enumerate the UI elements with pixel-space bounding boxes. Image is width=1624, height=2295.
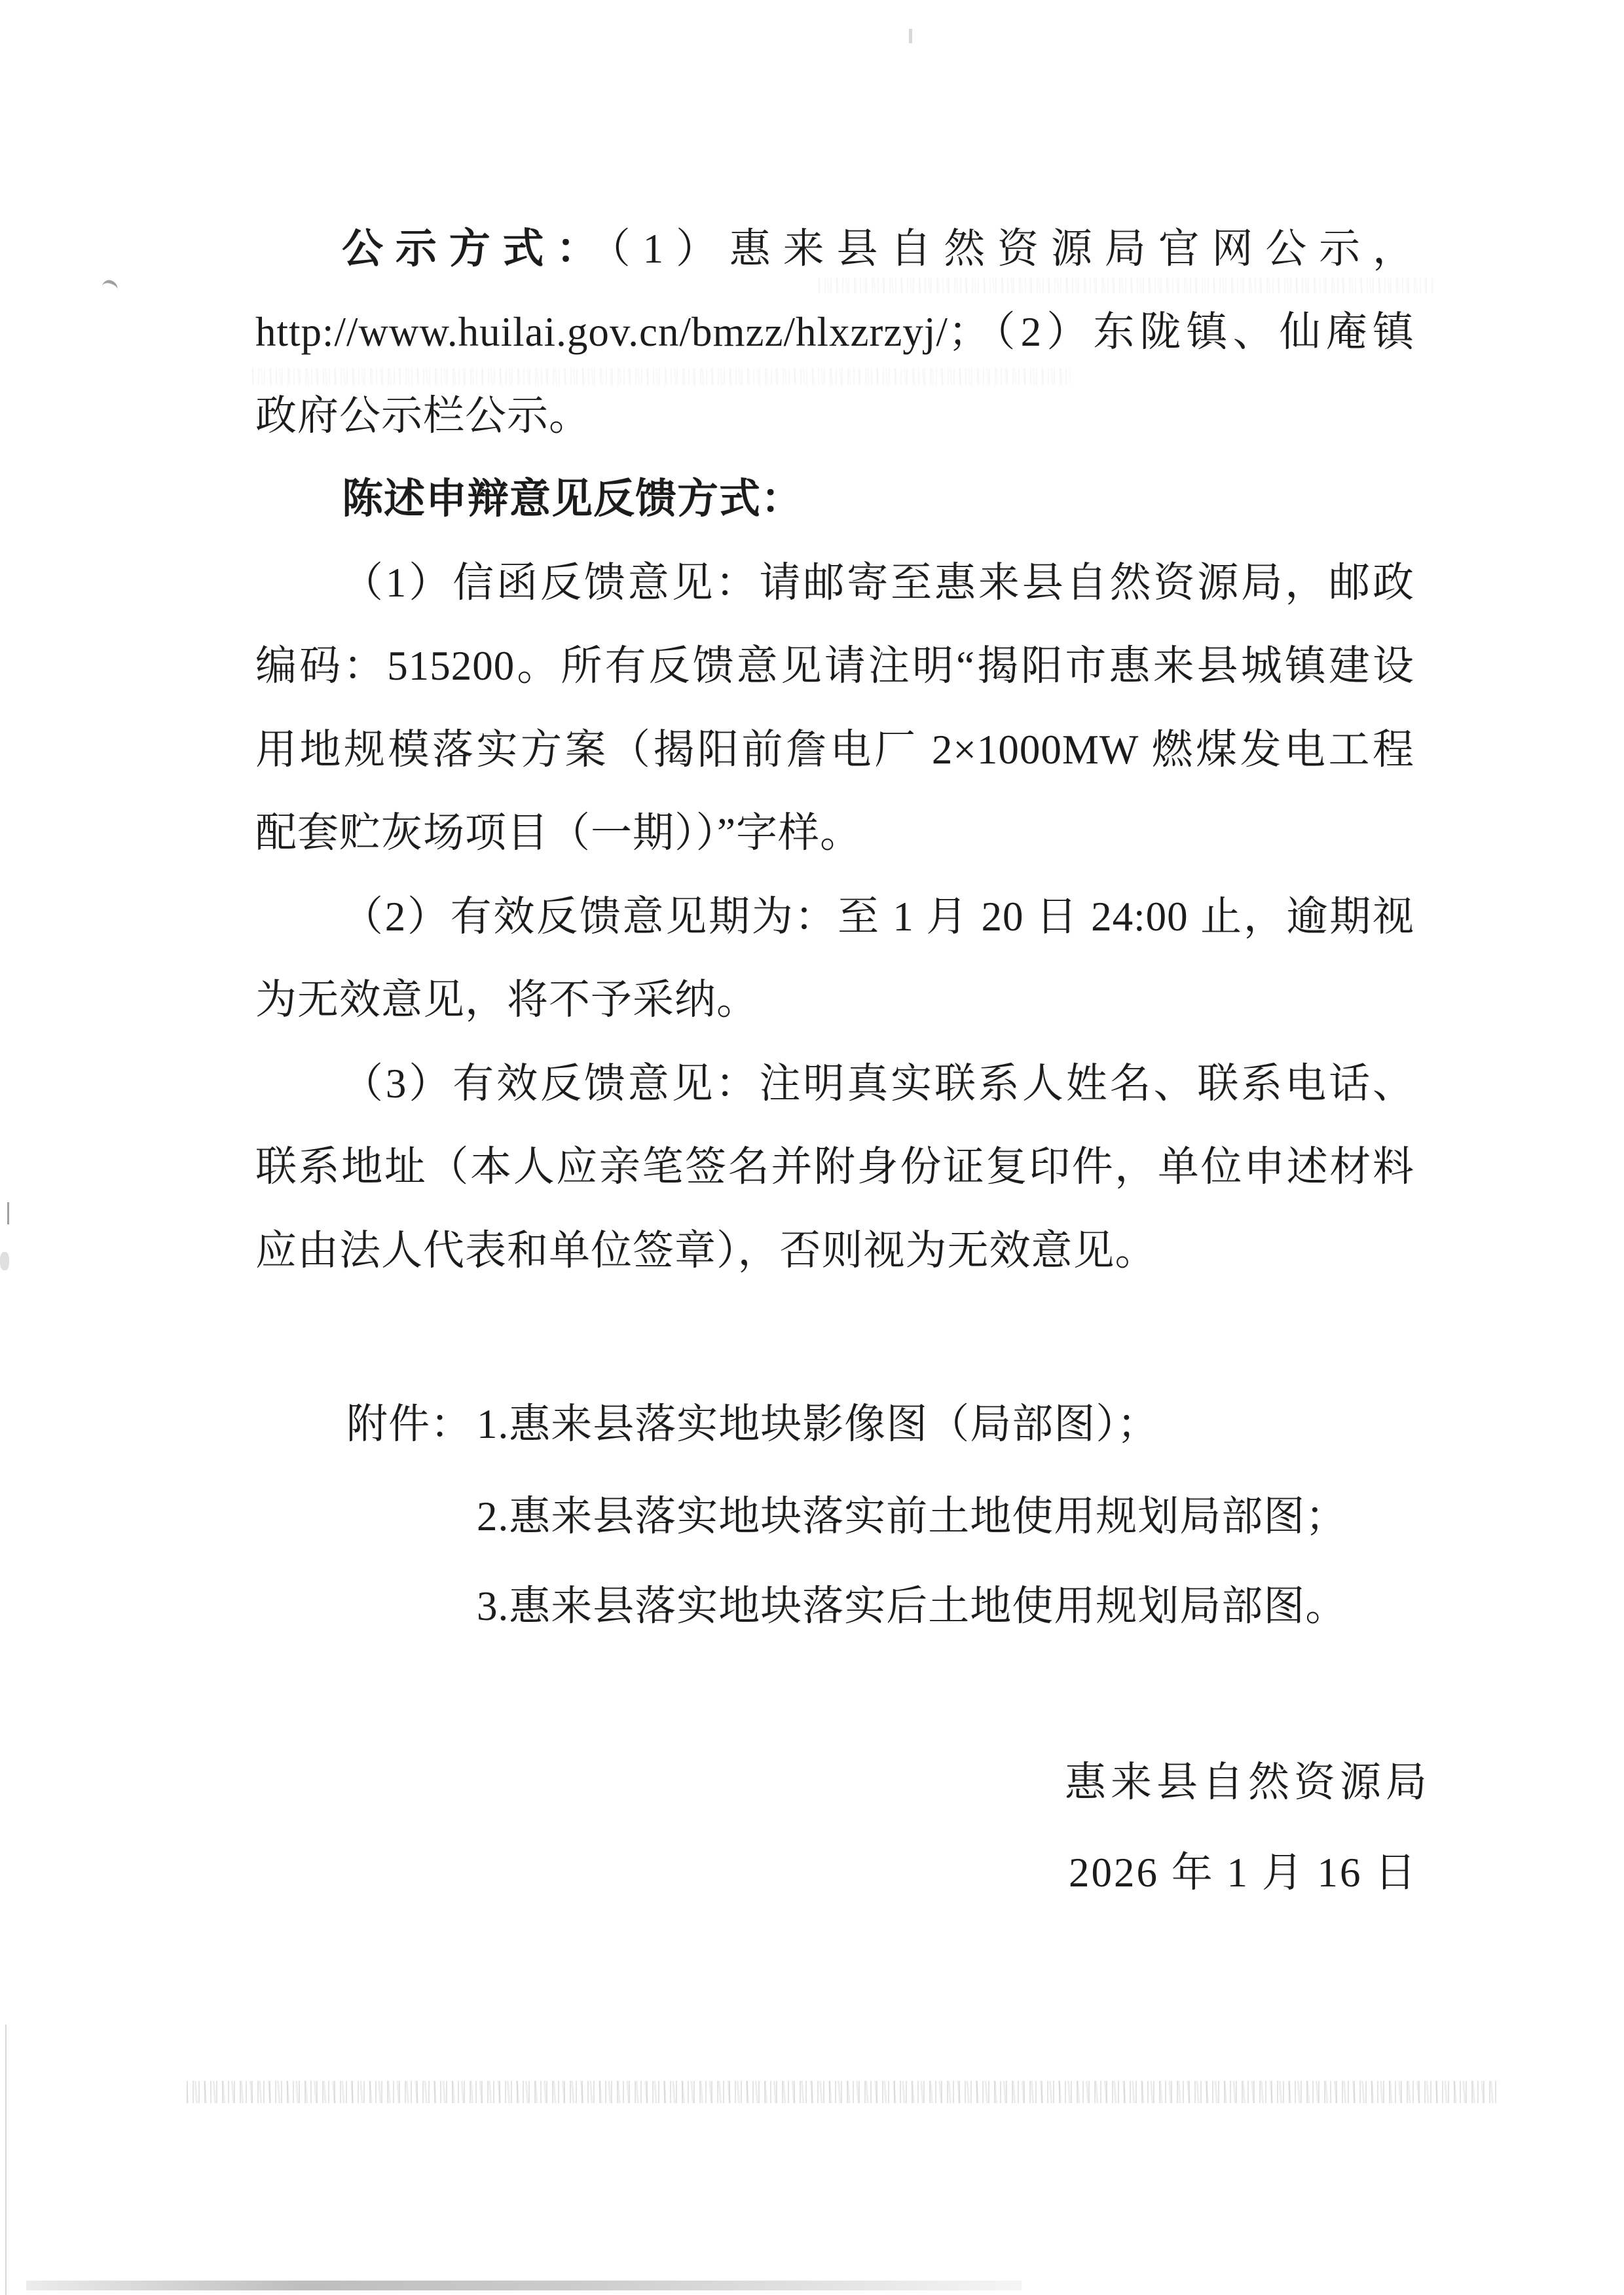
attachment-item-1: 1.惠来县落实地块影像图（局部图）； [477,1401,1159,1447]
scan-artifact-noise-band-lower [187,2081,1500,2103]
publicity-line-2-url: http://www.huilai.gov.cn/bmzz/hlxzrzyj/；（2）东陇镇、仙庵镇 [255,309,1414,355]
scan-artifact-left-vertical-line [5,2025,7,2295]
scan-artifact-noise-band-url [252,368,1071,385]
signature-agency: 惠来县自然资源局 [1065,1759,1431,1805]
scan-artifact-curved-tick [101,278,119,293]
publicity-method-text: （1）惠来县自然资源局官网公示， [610,226,1414,272]
scan-artifact-left-blob [0,1252,9,1270]
feedback-heading: 陈述申辩意见反馈方式： [342,476,803,522]
signature-date: 2026 年 1 月 16 日 [1069,1850,1418,1896]
publicity-line-3: 政府公示栏公示。 [255,393,591,439]
scan-artifact-bottom-edge-band [26,2281,1022,2290]
scan-artifact-noise-band-upper [819,278,1434,293]
feedback-item1-line-3: 用地规模落实方案（揭阳前詹电厂 2×1000MW 燃煤发电工程 [255,727,1414,773]
scan-artifact-left-tick [7,1202,9,1224]
attachments-label: 附件： [346,1401,472,1447]
feedback-item1-line-4: 配套贮灰场项目（一期））”字样。 [255,810,862,856]
publicity-method-label: 公示方式： [342,226,610,272]
publicity-line-1 [255,223,1414,275]
attachment-item-3: 3.惠来县落实地块落实后土地使用规划局部图。 [477,1583,1348,1629]
feedback-item3-line-2: 联系地址（本人应亲笔签名并附身份证复印件，单位申述材料 [255,1144,1414,1190]
feedback-item1-line-1: （1）信函反馈意见：请邮寄至惠来县自然资源局，邮政 [342,560,1414,606]
feedback-item2-line-1: （2）有效反馈意见期为：至 1 月 20 日 24:00 止，逾期视 [342,894,1414,940]
feedback-item1-line-2: 编码：515200。所有反馈意见请注明“揭阳市惠来县城镇建设 [255,643,1414,689]
scan-artifact-top-speck [909,29,912,43]
feedback-item2-line-2: 为无效意见，将不予采纳。 [255,977,758,1023]
feedback-item3-line-3: 应由法人代表和单位签章），否则视为无效意见。 [255,1228,1157,1274]
feedback-item3-line-1: （3）有效反馈意见：注明真实联系人姓名、联系电话、 [342,1061,1414,1107]
attachment-item-2: 2.惠来县落实地块落实前土地使用规划局部图； [477,1494,1348,1539]
